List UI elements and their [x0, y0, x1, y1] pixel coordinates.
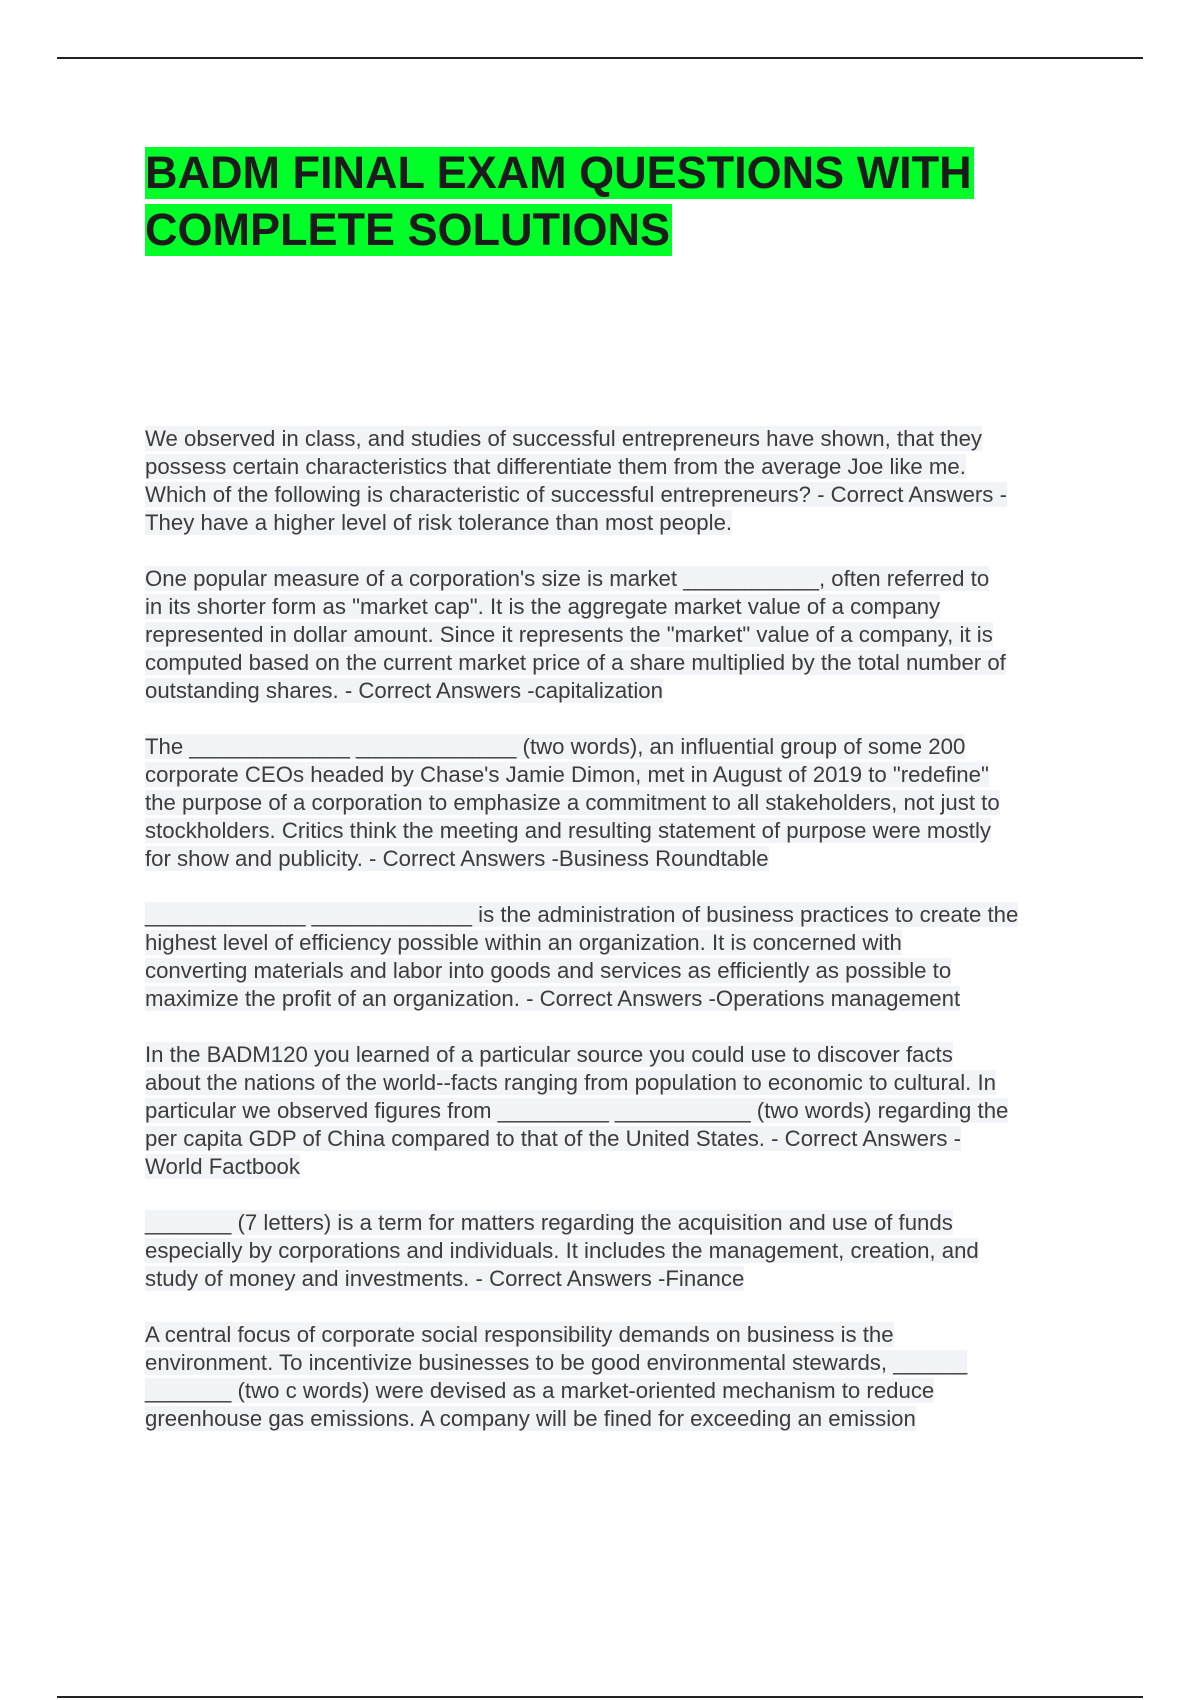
qa-line: greenhouse gas emissions. A company will be fined for exceeding an emission [145, 1406, 916, 1431]
qa-line: highest level of efficiency possible within an organization. It is concerned with [145, 930, 902, 955]
title-highlight: COMPLETE SOLUTIONS [145, 204, 671, 255]
qa-line: _______ (7 letters) is a term for matters regarding the acquisition and use of funds [145, 1210, 953, 1235]
qa-item-carbon-credits [145, 1321, 1095, 1433]
document-title [145, 144, 1075, 258]
qa-line: Which of the following is characteristic of successful entrepreneurs? - Correct Answers - [145, 482, 1007, 507]
qa-line: maximize the profit of an organization. - Correct Answers -Operations management [145, 986, 961, 1011]
qa-item-business-roundtable [145, 733, 1095, 873]
qa-item-market-cap [145, 565, 1095, 705]
qa-line: One popular measure of a corporation's size is market ___________, often referred to [145, 566, 990, 591]
qa-item-entrepreneurs [145, 425, 1095, 537]
qa-line: particular we observed figures from _________ ___________ (two words) regarding the [145, 1098, 1009, 1123]
qa-line: outstanding shares. - Correct Answers -capitalization [145, 678, 663, 703]
qa-list [145, 425, 1095, 1461]
qa-line: In the BADM120 you learned of a particular source you could use to discover facts [145, 1042, 953, 1067]
qa-line: about the nations of the world--facts ranging from population to economic to cultural. In [145, 1070, 997, 1095]
qa-line: stockholders. Critics think the meeting and resulting statement of purpose were mostly [145, 818, 991, 843]
qa-line: _______ (two c words) were devised as a market-oriented mechanism to reduce [145, 1378, 935, 1403]
qa-line: in its shorter form as "market cap". It is the aggregate market value of a company [145, 594, 941, 619]
qa-line: The _____________ _____________ (two words), an influential group of some 200 [145, 734, 966, 759]
qa-line: They have a higher level of risk tolerance than most people. [145, 510, 733, 535]
qa-line: environment. To incentivize businesses to be good environmental stewards, ______ [145, 1350, 968, 1375]
qa-line: study of money and investments. - Correct Answers -Finance [145, 1266, 745, 1291]
qa-line: We observed in class, and studies of successful entrepreneurs have shown, that they [145, 426, 983, 451]
qa-item-finance [145, 1209, 1095, 1293]
title-line-1 [145, 144, 1075, 201]
qa-line: computed based on the current market price of a share multiplied by the total number of [145, 650, 1006, 675]
header-rule [57, 57, 1143, 59]
qa-line: A central focus of corporate social responsibility demands on business is the [145, 1322, 894, 1347]
qa-line: World Factbook [145, 1154, 300, 1179]
qa-line: converting materials and labor into goods and services as efficiently as possible to [145, 958, 952, 983]
qa-line: the purpose of a corporation to emphasize a commitment to all stakeholders, not just to [145, 790, 1000, 815]
qa-item-world-factbook [145, 1041, 1095, 1181]
qa-line: represented in dollar amount. Since it represents the "market" value of a company, it is [145, 622, 993, 647]
qa-line: per capita GDP of China compared to that of the United States. - Correct Answers - [145, 1126, 961, 1151]
qa-line: possess certain characteristics that differentiate them from the average Joe like me. [145, 454, 966, 479]
qa-line: _____________ _____________ is the administration of business practices to create the [145, 902, 1019, 927]
qa-line: for show and publicity. - Correct Answers -Business Roundtable [145, 846, 769, 871]
title-line-2 [145, 201, 1075, 258]
title-highlight: BADM FINAL EXAM QUESTIONS WITH [145, 147, 972, 198]
qa-line: corporate CEOs headed by Chase's Jamie Dimon, met in August of 2019 to "redefine" [145, 762, 989, 787]
qa-item-operations-management [145, 901, 1095, 1013]
qa-line: especially by corporations and individuals. It includes the management, creation, and [145, 1238, 979, 1263]
footer-rule [57, 1696, 1143, 1698]
